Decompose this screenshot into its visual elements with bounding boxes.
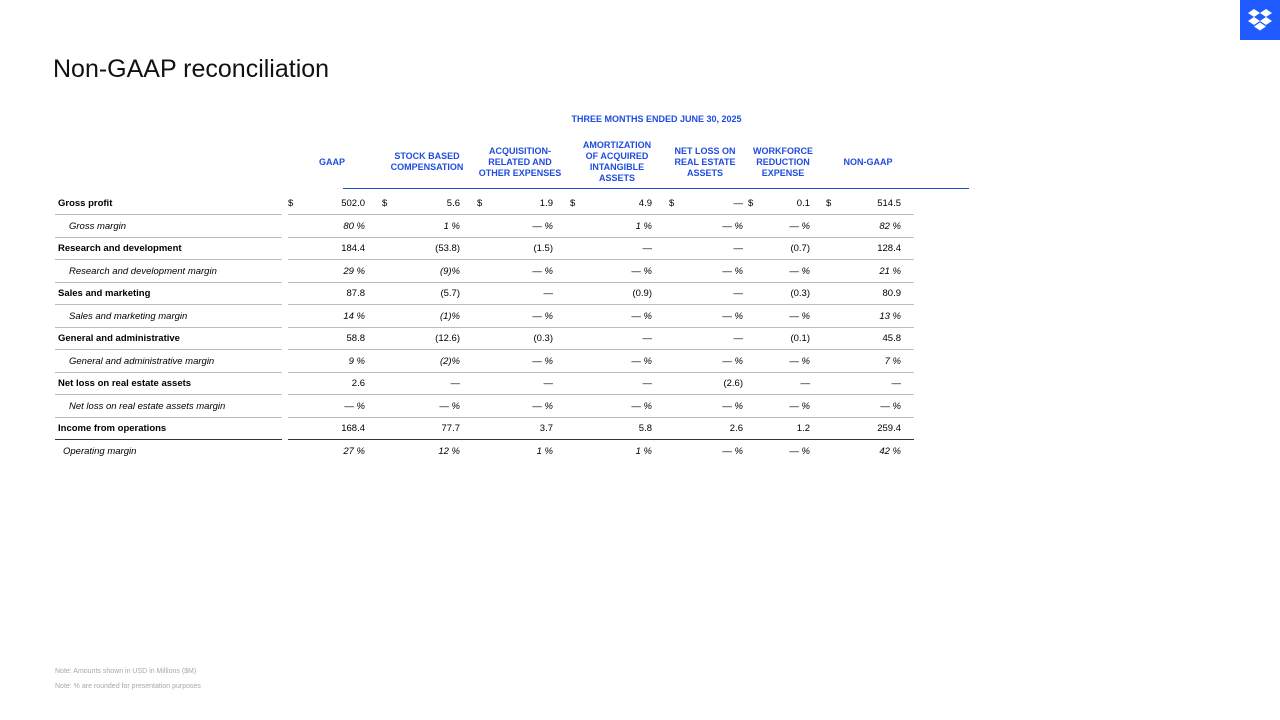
- table-cell: — %: [722, 400, 743, 412]
- table-cell: 77.7: [441, 423, 460, 434]
- column-header-line: OTHER EXPENSES: [478, 167, 562, 178]
- table-cell: 1 %: [443, 220, 460, 232]
- table-cell: 1 %: [536, 445, 553, 457]
- currency-symbol: $: [748, 198, 754, 209]
- table-cell: (0.3): [533, 333, 553, 344]
- table-cell: — %: [532, 265, 553, 277]
- header-rule: [343, 188, 969, 189]
- table-cell: —: [733, 333, 743, 344]
- column-header: [286, 136, 378, 188]
- table-cell: 58.8: [346, 333, 365, 344]
- table-cell: — %: [631, 310, 652, 322]
- column-header-line: AMORTIZATION: [582, 140, 652, 150]
- table-cell: 45.8: [882, 333, 901, 344]
- table-cell: — %: [532, 400, 553, 412]
- table-cell: — %: [789, 310, 810, 322]
- column-header: [474, 136, 566, 188]
- table-row: [55, 441, 915, 463]
- row-label: General and administrative margin: [69, 355, 215, 367]
- table-cell: 82 %: [879, 220, 901, 232]
- column-header-line: INTANGIBLE: [589, 162, 645, 172]
- table-cell: (1.5): [533, 243, 553, 254]
- table-cell: — %: [789, 445, 810, 457]
- table-cell: 502.0: [341, 198, 365, 209]
- column-header-line: REAL ESTATE: [674, 156, 736, 167]
- table-row: [55, 261, 915, 283]
- table-row: [55, 351, 915, 373]
- table-cell: 12 %: [438, 445, 460, 457]
- table-cell: (2)%: [439, 355, 460, 367]
- dropbox-logo: [1240, 0, 1280, 40]
- table-cell: (5.7): [440, 288, 460, 299]
- column-header-line: NON-GAAP: [843, 156, 893, 167]
- table-cell: — %: [722, 265, 743, 277]
- table-cell: 128.4: [877, 243, 901, 254]
- table-row: [55, 283, 915, 305]
- table-cell: 1 %: [635, 445, 652, 457]
- table-cell: —: [891, 378, 901, 389]
- dropbox-icon: [1247, 8, 1273, 32]
- table-cell: 514.5: [877, 198, 901, 209]
- column-header-line: EXPENSE: [761, 167, 805, 178]
- table-cell: — %: [722, 445, 743, 457]
- column-header: [822, 136, 914, 188]
- row-label: General and administrative: [58, 333, 180, 344]
- table-cell: 80 %: [343, 220, 365, 232]
- table-cell: — %: [631, 400, 652, 412]
- table-row: [55, 238, 915, 260]
- table-cell: (0.9): [632, 288, 652, 299]
- table-cell: 1 %: [635, 220, 652, 232]
- table-cell: — %: [631, 355, 652, 367]
- table-cell: —: [642, 333, 652, 344]
- table-cell: 168.4: [341, 423, 365, 434]
- column-header-line: STOCK BASED: [394, 151, 460, 161]
- table-cell: — %: [722, 310, 743, 322]
- column-header-line: RELATED AND: [488, 156, 552, 167]
- column-header-line: ASSETS: [598, 173, 635, 183]
- table-cell: 9 %: [348, 355, 365, 367]
- table-row: [55, 306, 915, 328]
- table-cell: (0.1): [790, 333, 810, 344]
- table-cell: — %: [789, 355, 810, 367]
- column-header-line: REDUCTION: [756, 156, 810, 167]
- note-units: Note: Amounts shown in USD in Millions ($M): [55, 668, 197, 675]
- table-cell: —: [543, 378, 553, 389]
- table-cell: (9)%: [439, 265, 460, 277]
- row-label: Sales and marketing: [58, 288, 151, 299]
- table-cell: — %: [789, 220, 810, 232]
- table-cell: 87.8: [346, 288, 365, 299]
- table-cell: — %: [532, 355, 553, 367]
- row-label: Income from operations: [58, 423, 167, 434]
- table-cell: — %: [631, 265, 652, 277]
- table-cell: 27 %: [343, 445, 365, 457]
- row-label: Research and development margin: [69, 265, 217, 277]
- column-header-line: ACQUISITION-: [489, 145, 551, 156]
- table-row: [55, 216, 915, 238]
- table-cell: —: [543, 288, 553, 299]
- table-cell: 4.9: [638, 198, 652, 209]
- table-cell: — %: [344, 400, 365, 412]
- column-header: [737, 136, 829, 188]
- table-cell: 184.4: [341, 243, 365, 254]
- table-cell: 2.6: [351, 378, 365, 389]
- row-label: Gross profit: [58, 198, 113, 209]
- column-header-line: ASSETS: [686, 167, 723, 178]
- table-cell: — %: [722, 355, 743, 367]
- table-row: [55, 373, 915, 395]
- table-cell: 42 %: [879, 445, 901, 457]
- row-label: Net loss on real estate assets: [58, 378, 192, 389]
- currency-symbol: $: [669, 198, 675, 209]
- column-header-line: GAAP: [318, 156, 345, 167]
- table-cell: 7 %: [884, 355, 901, 367]
- currency-symbol: $: [477, 198, 483, 209]
- currency-symbol: $: [570, 198, 576, 209]
- table-cell: 1.2: [796, 423, 810, 434]
- table-cell: —: [642, 378, 652, 389]
- column-header-line: COMPENSATION: [390, 162, 464, 172]
- column-header-line: NET LOSS ON: [674, 145, 736, 156]
- table-cell: 14 %: [343, 310, 365, 322]
- currency-symbol: $: [382, 198, 388, 209]
- table-row: [55, 396, 915, 418]
- note-rounding: Note: % are rounded for presentation purposes: [55, 683, 201, 690]
- currency-symbol: $: [826, 198, 832, 209]
- table-cell: 0.1: [796, 198, 810, 209]
- table-cell: (0.7): [790, 243, 810, 254]
- table-cell: (53.8): [435, 243, 460, 254]
- row-label: Net loss on real estate assets margin: [69, 400, 226, 412]
- table-cell: 1.9: [539, 198, 553, 209]
- column-header: [571, 136, 663, 188]
- table-cell: (1)%: [439, 310, 460, 322]
- table-cell: 29 %: [343, 265, 365, 277]
- table-cell: — %: [722, 220, 743, 232]
- page-title: Non-GAAP reconciliation: [53, 55, 330, 83]
- row-label: Sales and marketing margin: [69, 310, 188, 322]
- table-cell: 5.8: [638, 423, 652, 434]
- period-header: THREE MONTHS ENDED JUNE 30, 2025: [571, 114, 742, 124]
- table-row: [55, 193, 915, 215]
- table-cell: —: [733, 198, 743, 209]
- table-cell: 2.6: [729, 423, 743, 434]
- table-cell: — %: [439, 400, 460, 412]
- table-cell: — %: [789, 400, 810, 412]
- row-label: Research and development: [58, 243, 182, 254]
- currency-symbol: $: [288, 198, 294, 209]
- table-cell: (12.6): [435, 333, 460, 344]
- table-cell: 13 %: [879, 310, 901, 322]
- row-label: Operating margin: [63, 445, 137, 457]
- column-header-line: OF ACQUIRED: [585, 151, 649, 161]
- table-cell: 5.6: [446, 198, 460, 209]
- table-row: [55, 418, 915, 440]
- table-cell: 3.7: [539, 423, 553, 434]
- table-cell: 259.4: [877, 423, 901, 434]
- table-cell: —: [642, 243, 652, 254]
- table-cell: — %: [880, 400, 901, 412]
- table-cell: —: [800, 378, 810, 389]
- table-cell: — %: [532, 220, 553, 232]
- table-cell: (0.3): [790, 288, 810, 299]
- table-cell: — %: [532, 310, 553, 322]
- table-cell: 21 %: [879, 265, 901, 277]
- table-cell: 80.9: [882, 288, 901, 299]
- table-cell: —: [733, 243, 743, 254]
- column-header: [381, 136, 473, 188]
- table-cell: (2.6): [723, 378, 743, 389]
- table-cell: — %: [789, 265, 810, 277]
- table-row: [55, 328, 915, 350]
- table-cell: —: [733, 288, 743, 299]
- column-header-line: WORKFORCE: [753, 145, 813, 156]
- table-cell: —: [450, 378, 460, 389]
- row-label: Gross margin: [69, 220, 127, 232]
